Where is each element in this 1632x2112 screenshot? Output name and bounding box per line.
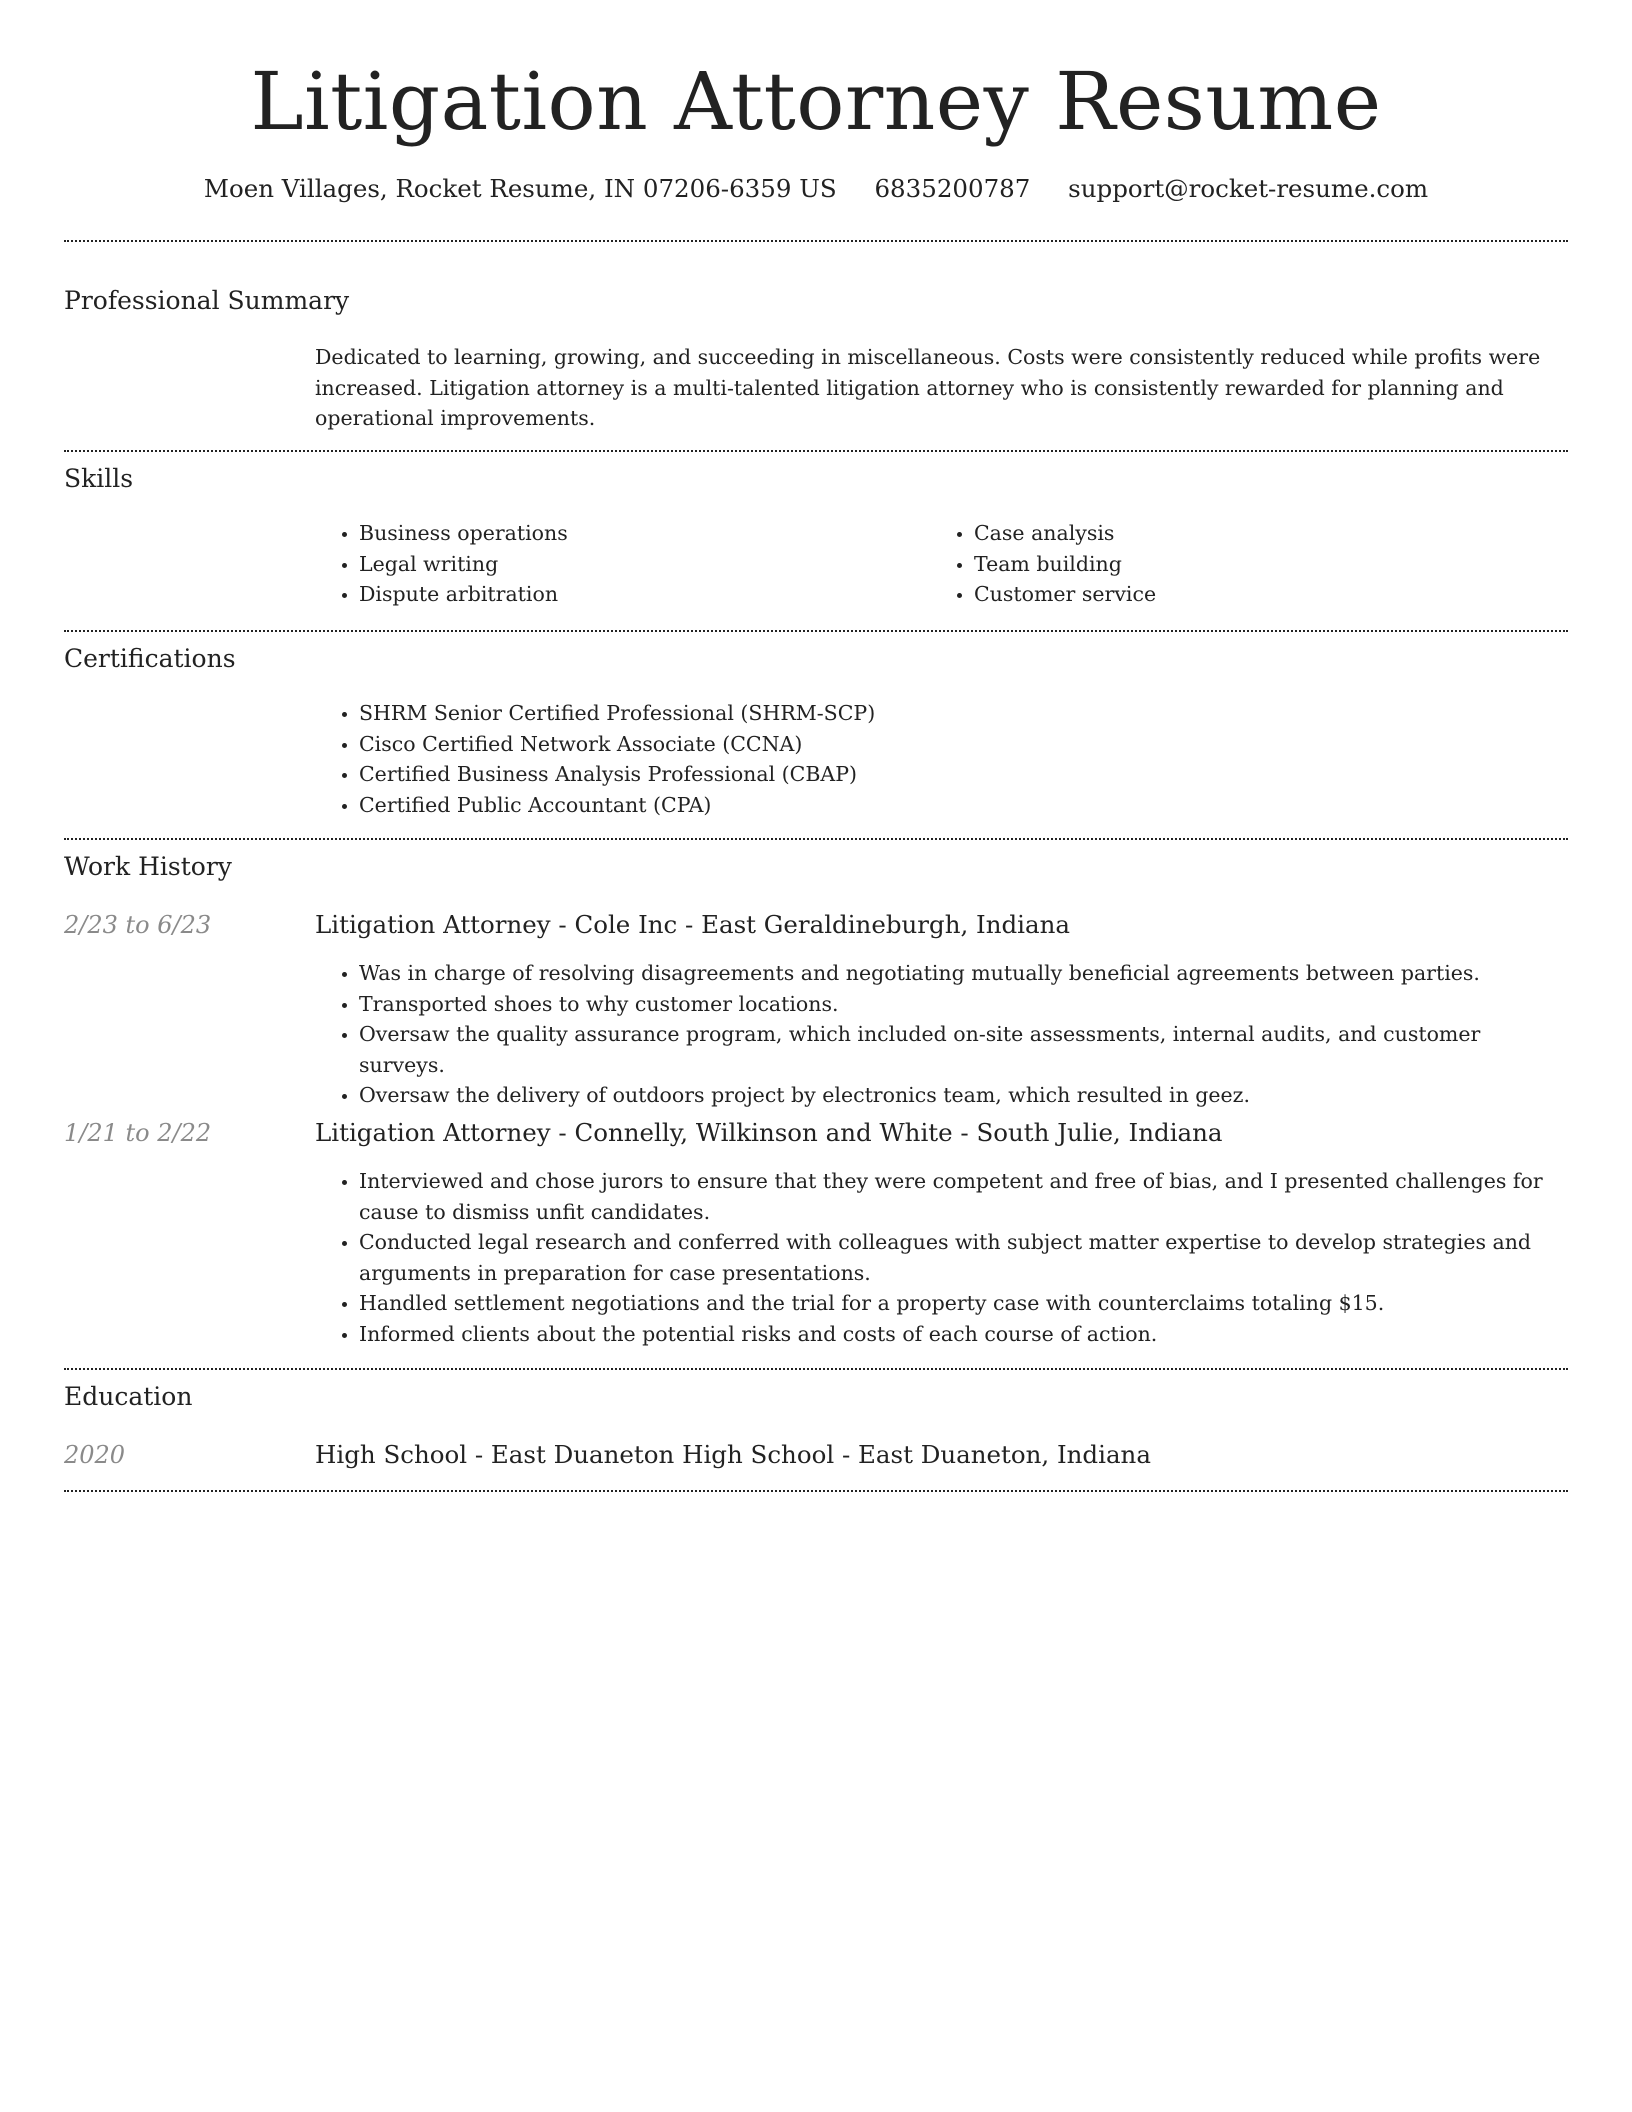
job-dates: 1/21 to 2/22 (64, 1119, 212, 1147)
summary-block (315, 342, 1568, 434)
divider (64, 838, 1568, 840)
skill-item: • Legal writing (359, 549, 930, 580)
divider (64, 450, 1568, 452)
contact-line (64, 170, 1568, 208)
skills-block (315, 518, 1568, 614)
skill-item: • Case analysis (974, 518, 1545, 549)
job-duties (315, 958, 1568, 1111)
job-duty-item: • Oversaw the quality assurance program, which included on-site assessments, internal audits, and customer surveys. (359, 1019, 1568, 1080)
divider (64, 630, 1568, 632)
job-title: Litigation Attorney - Connelly, Wilkinson and White - South Julie, Indiana (315, 1118, 1223, 1147)
education-date: 2020 (64, 1441, 126, 1469)
summary-text: Dedicated to learning, growing, and succeeding in miscellaneous. Costs were consistently reduced while profits were increased. Litigation attorney is a multi-talented litigation attorney who is consistently rewarded for planning and operational improvements. (315, 345, 1541, 430)
certification-item: • Certified Public Accountant (CPA) (359, 790, 1568, 821)
divider (64, 1490, 1568, 1492)
certifications-block (315, 698, 1568, 820)
section-heading-work-history: Work History (64, 852, 232, 881)
divider (64, 240, 1568, 242)
education-title: High School - East Duaneton High School - East Duaneton, Indiana (315, 1440, 1151, 1469)
skills-column-right (930, 518, 1545, 610)
contact-phone: 6835200787 (874, 174, 1031, 203)
contact-address: Moen Villages, Rocket Resume, IN 07206-6359 US (203, 174, 837, 203)
skill-item: • Customer service (974, 579, 1545, 610)
job-duty-item: • Oversaw the delivery of outdoors project by electronics team, which resulted in geez. (359, 1080, 1568, 1111)
section-heading-education: Education (64, 1382, 193, 1411)
skill-item: • Dispute arbitration (359, 579, 930, 610)
job-title: Litigation Attorney - Cole Inc - East Geraldineburgh, Indiana (315, 910, 1071, 939)
certification-item: • Certified Business Analysis Professional (CBAP) (359, 759, 1568, 790)
section-heading-certifications: Certifications (64, 644, 236, 673)
certification-item: • SHRM Senior Certified Professional (SHRM-SCP) (359, 698, 1568, 729)
job-duties (315, 1166, 1568, 1349)
job-duty-item: • Conducted legal research and conferred with colleagues with subject matter expertise to develop strategies and arguments in preparation for case presentations. (359, 1227, 1568, 1288)
skill-item: • Team building (974, 549, 1545, 580)
certification-item: • Cisco Certified Network Associate (CCNA) (359, 729, 1568, 760)
job-duty-item: • Handled settlement negotiations and the trial for a property case with counterclaims totaling $15. (359, 1288, 1568, 1319)
skill-item: • Business operations (359, 518, 930, 549)
section-heading-skills: Skills (64, 464, 134, 493)
job-duty-item: • Transported shoes to why customer locations. (359, 989, 1568, 1020)
job-duty-item: • Was in charge of resolving disagreements and negotiating mutually beneficial agreements between parties. (359, 958, 1568, 989)
job-duty-item: • Informed clients about the potential risks and costs of each course of action. (359, 1319, 1568, 1350)
job-dates: 2/23 to 6/23 (64, 911, 212, 939)
contact-email: support@rocket-resume.com (1068, 174, 1429, 203)
resume-title: Litigation Attorney Resume (250, 55, 1382, 148)
job-duty-item: • Interviewed and chose jurors to ensure that they were competent and free of bias, and I presented challenges for cause to dismiss unfit candidates. (359, 1166, 1568, 1227)
skills-column-left (315, 518, 930, 610)
section-heading-summary: Professional Summary (64, 286, 350, 315)
divider (64, 1368, 1568, 1370)
